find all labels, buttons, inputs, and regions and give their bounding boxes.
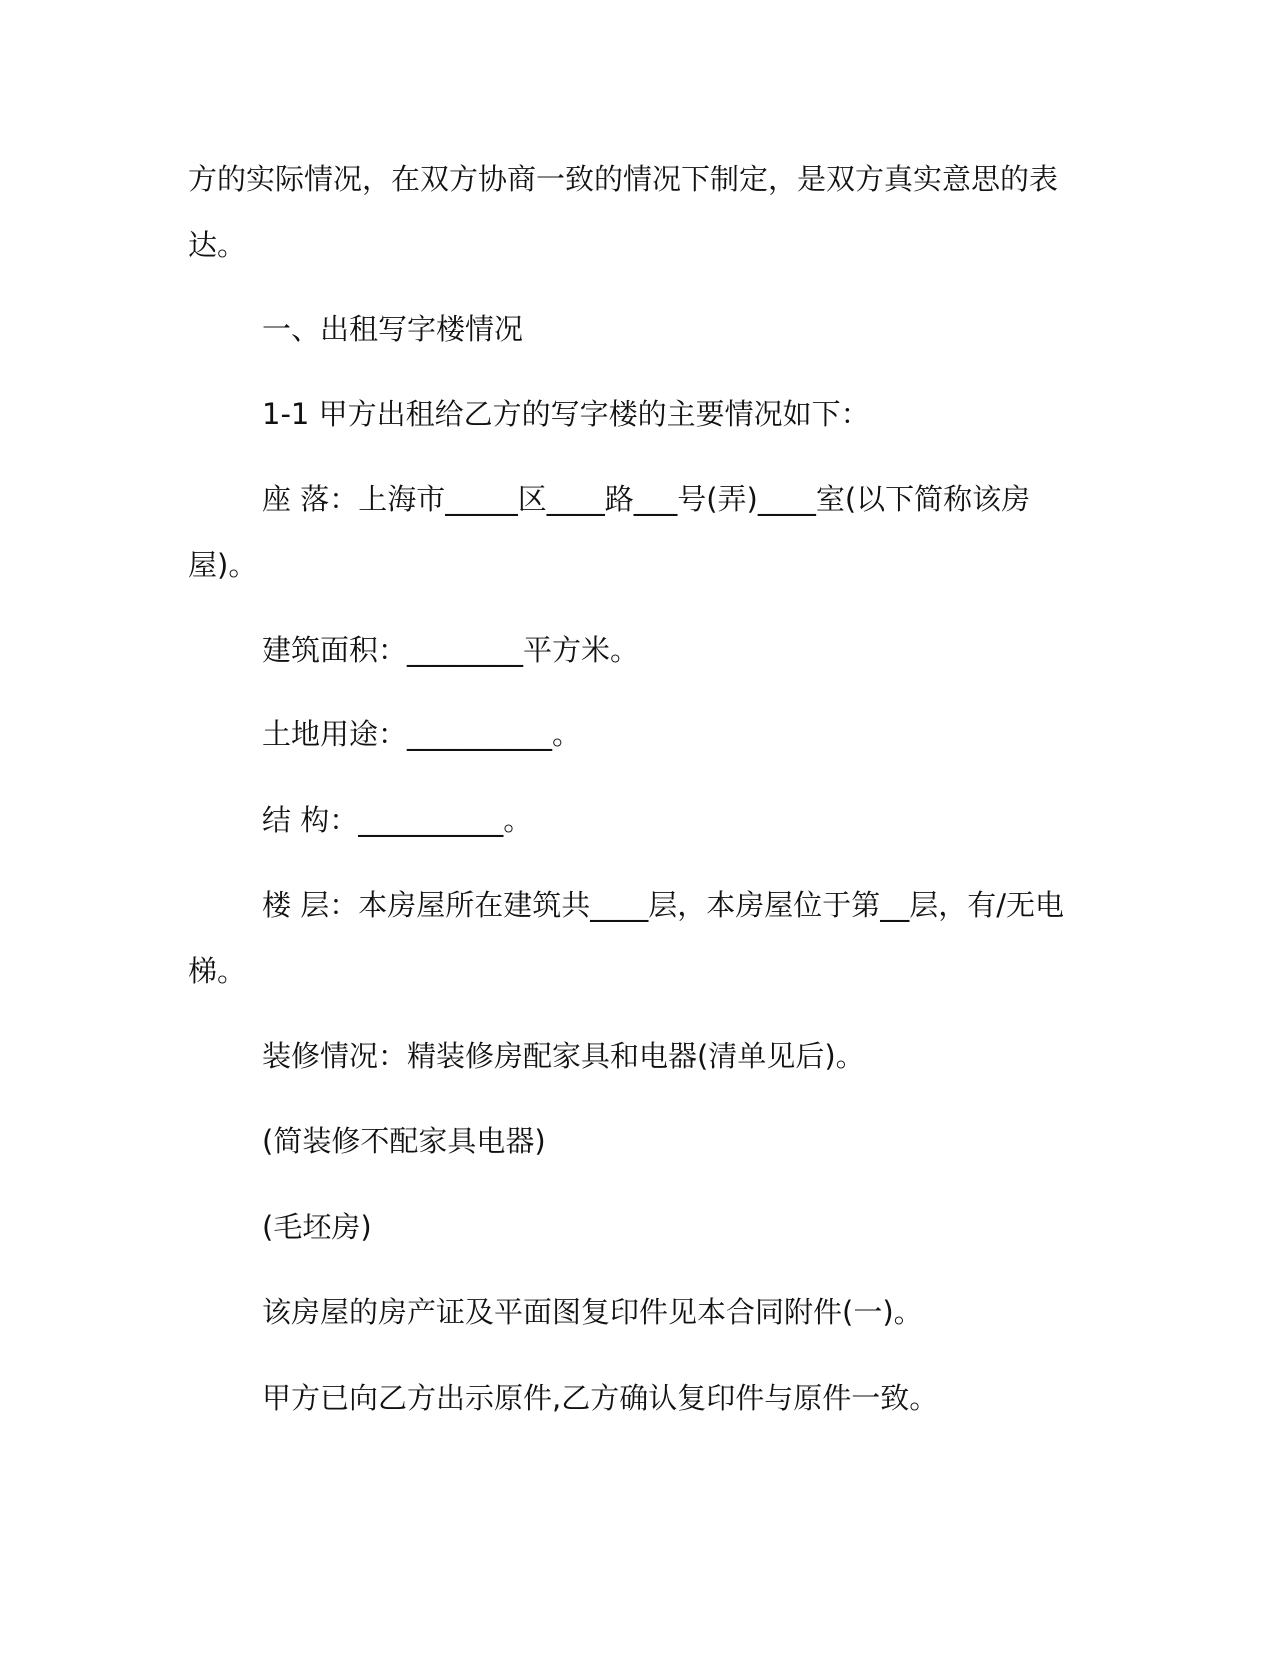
text-line: 梯。 (188, 954, 247, 988)
section-heading: 一、出租写字楼情况 (262, 312, 524, 346)
text-line: 方的实际情况，在双方协商一致的情况下制定，是双方真实意思的表 (188, 162, 1059, 196)
text-line: 结 构：__________。 (262, 803, 533, 837)
text-line: 楼 层：本房屋所在建筑共____层，本房屋位于第__层，有/无电 (262, 888, 1064, 922)
text-line: (简装修不配家具电器) (262, 1124, 546, 1158)
text-line: (毛坯房) (262, 1210, 372, 1244)
text-line: 达。 (188, 228, 247, 262)
text-line: 甲方已向乙方出示原件,乙方确认复印件与原件一致。 (262, 1381, 939, 1415)
text-line: 该房屋的房产证及平面图复印件见本合同附件(一)。 (262, 1295, 923, 1329)
text-line: 1-1 甲方出租给乙方的写字楼的主要情况如下： (262, 397, 870, 431)
text-line: 屋)。 (188, 548, 258, 582)
text-line: 座 落：上海市_____区____路___号(弄)____室(以下简称该房 (262, 482, 1031, 516)
text-line: 土地用途：__________。 (262, 717, 582, 751)
text-line: 装修情况：精装修房配家具和电器(清单见后)。 (262, 1039, 865, 1073)
text-line: 建筑面积：________平方米。 (262, 633, 640, 667)
